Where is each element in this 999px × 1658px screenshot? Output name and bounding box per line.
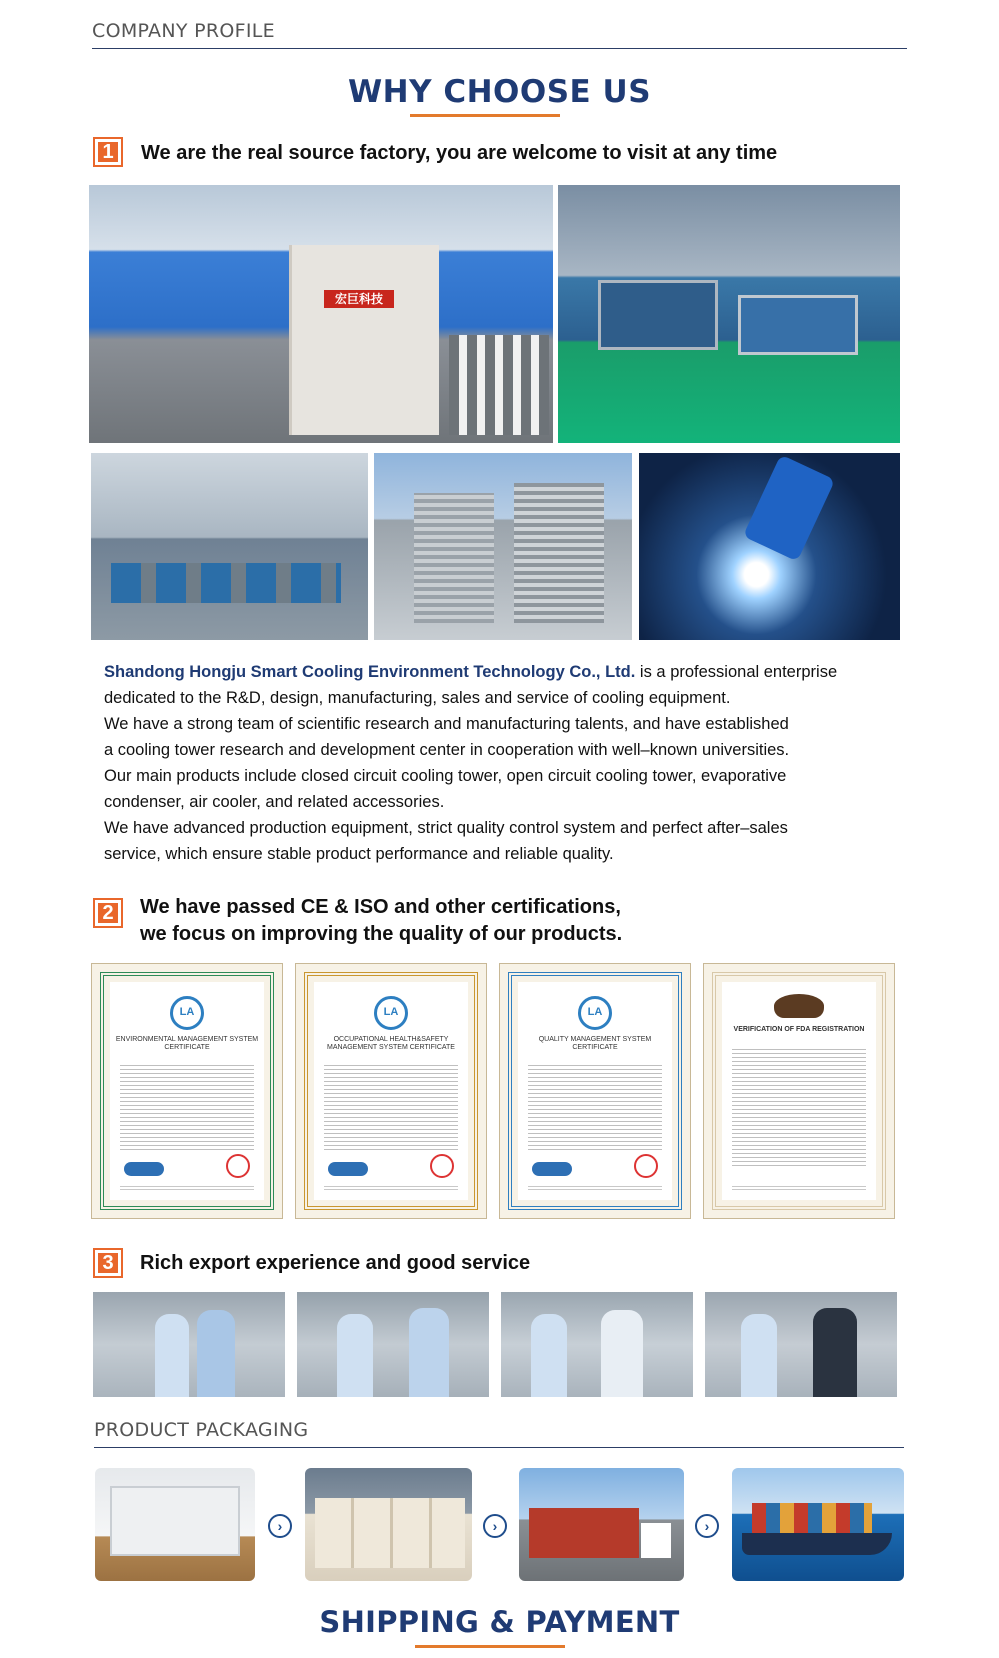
packaging-crate-photo — [95, 1468, 255, 1581]
la-logo-icon — [170, 996, 204, 1030]
cooling-tower-photo — [374, 453, 632, 640]
number-badge-2: 2 — [93, 898, 123, 928]
number-badge-1: 1 — [93, 137, 123, 167]
customer-visit-photo-1 — [93, 1292, 285, 1397]
red-seal-icon — [430, 1154, 454, 1178]
red-seal-icon — [226, 1154, 250, 1178]
point-1-text: We are the real source factory, you are welcome to visit at any time — [141, 142, 778, 164]
number-badge-3: 3 — [93, 1248, 123, 1278]
la-logo-icon — [578, 996, 612, 1030]
health-safety-certificate: LA OCCUPATIONAL HEALTH&SAFETY MANAGEMENT SYSTEM CERTIFICATE — [295, 963, 487, 1219]
welding-robot-photo — [639, 453, 900, 640]
company-name: Shandong Hongju Smart Cooling Environment Technology Co., Ltd. — [104, 663, 636, 681]
intro-line-2: dedicated to the R&D, design, manufacturing, sales and service of cooling equipment. — [104, 689, 731, 707]
customer-visit-photo-3 — [501, 1292, 693, 1397]
intro-line-1: Shandong Hongju Smart Cooling Environment Technology Co., Ltd. is a professional enterprise — [104, 663, 838, 681]
red-seal-icon — [634, 1154, 658, 1178]
intro-line-4: a cooling tower research and development center in cooperation with well–known universities. — [104, 741, 790, 759]
why-choose-title: WHY CHOOSE US — [347, 74, 652, 110]
product-packaging-label: PRODUCT PACKAGING — [94, 1419, 309, 1441]
customer-visit-photo-4 — [705, 1292, 897, 1397]
la-logo-icon — [374, 996, 408, 1030]
iaf-badge-icon — [328, 1162, 368, 1176]
shipping-title-underline — [415, 1645, 565, 1648]
intro-line-8: service, which ensure stable product performance and reliable quality. — [104, 845, 614, 863]
product-packaging-header — [94, 1419, 904, 1448]
shipping-payment-title: SHIPPING & PAYMENT — [319, 1605, 680, 1639]
point-2-text: We have passed CE & ISO and other certifications, we focus on improving the quality of our products. — [140, 896, 623, 945]
wooden-case-photo — [305, 1468, 472, 1581]
next-arrow-icon: › — [483, 1514, 507, 1538]
intro-line-3: We have a strong team of scientific research and manufacturing talents, and have established — [104, 715, 789, 733]
quality-certificate: LA QUALITY MANAGEMENT SYSTEM CERTIFICATE — [499, 963, 691, 1219]
intro-line-7: We have advanced production equipment, strict quality control system and perfect after–sales — [104, 819, 788, 837]
iaf-badge-icon — [124, 1162, 164, 1176]
next-arrow-icon: › — [268, 1514, 292, 1538]
company-profile-header — [92, 20, 907, 49]
intro-line-6: condenser, air cooler, and related accessories. — [104, 793, 445, 811]
company-profile-label: COMPANY PROFILE — [92, 20, 275, 42]
company-introduction — [104, 659, 864, 867]
eagle-emblem-icon — [774, 994, 824, 1018]
fda-registration-certificate: VERIFICATION OF FDA REGISTRATION — [703, 963, 895, 1219]
next-arrow-icon: › — [695, 1514, 719, 1538]
factory-building-photo — [89, 185, 553, 443]
title-underline — [410, 114, 560, 117]
cargo-ship-photo — [732, 1468, 904, 1581]
factory-sign: 宏巨科技 — [324, 290, 394, 308]
production-line-photo — [91, 453, 368, 640]
environmental-certificate: LA ENVIRONMENTAL MANAGEMENT SYSTEM CERTIFICATE — [91, 963, 283, 1219]
customer-visit-photo-2 — [297, 1292, 489, 1397]
iaf-badge-icon — [532, 1162, 572, 1176]
intro-line-5: Our main products include closed circuit cooling tower, open circuit cooling tower, evaporative — [104, 767, 787, 785]
point-3-text: Rich export experience and good service — [140, 1252, 531, 1274]
truck-loading-photo — [519, 1468, 684, 1581]
workshop-equipment-photo — [558, 185, 900, 443]
